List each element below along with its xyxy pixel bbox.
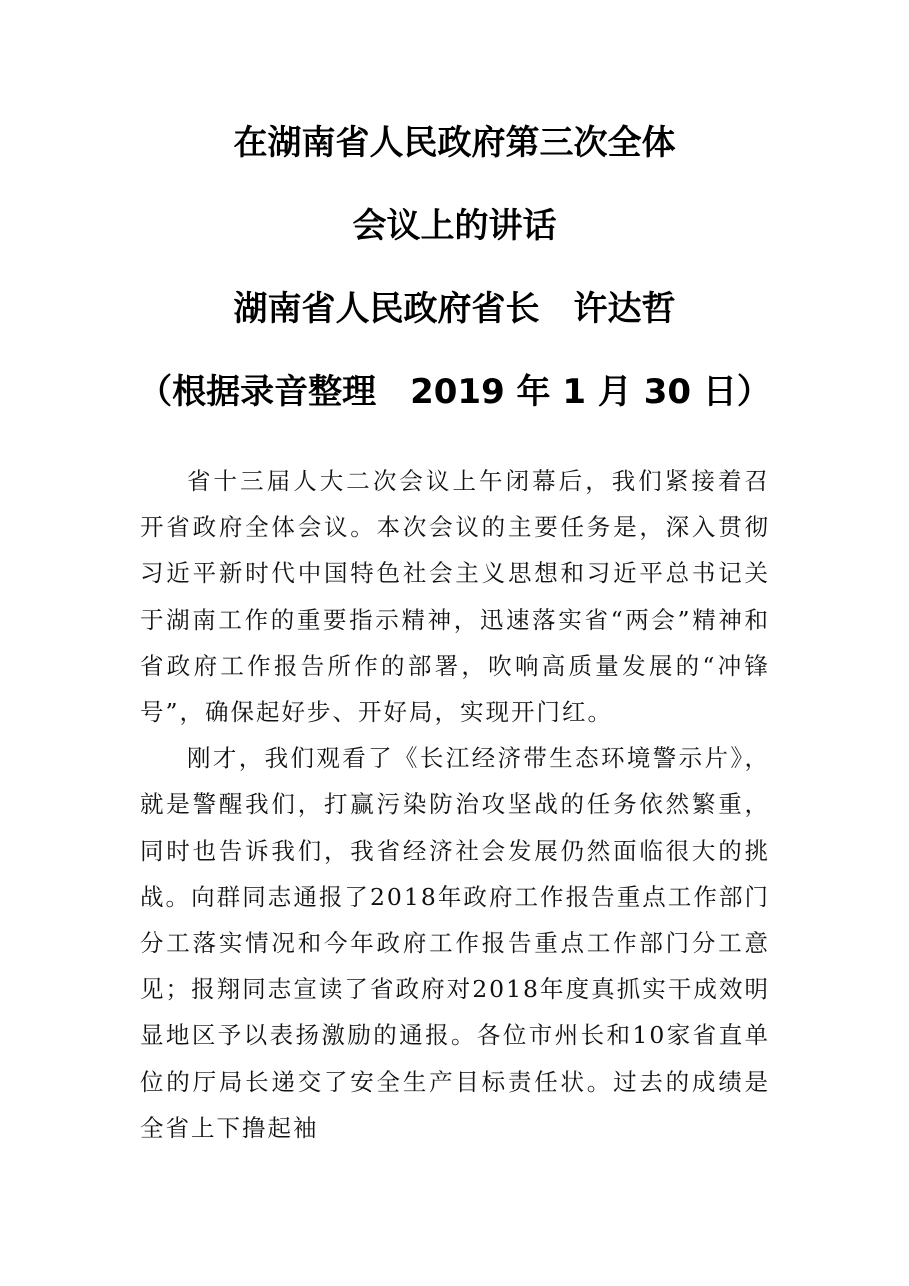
title-line-2: 会议上的讲话: [352, 206, 557, 246]
paragraph-2: 刚才，我们观看了《长江经济带生态环境警示片》，就是警醒我们，打赢污染防治攻坚战的任务依然繁重，同时也告诉我们，我省经济社会发展仍然面临很大的挑战。向群同志通报了2018年政府工作报告重点工作部门分工落实情况和今年政府工作报告重点工作部门分工意见；报翔同志宣读了省政府对2018年度真抓实干成效明显地区予以表扬激励的通报。各位市州长和10家省直单位的厅局长递交了安全生产目标责任状。过去的成绩是全省上下撸起袖: [140, 744, 770, 1142]
document-body: [140, 458, 770, 1151]
document-heading: [0, 118, 909, 450]
paragraph-1: 省十三届人大二次会议上午闭幕后，我们紧接着召开省政府全体会议。本次会议的主要任务是，深入贯彻习近平新时代中国特色社会主义思想和习近平总书记关于湖南工作的重要指示精神，迅速落实省“两会”精神和省政府工作报告所作的部署，吹响高质量发展的“冲锋号”，确保起好步、开好局，实现开门红。: [140, 467, 770, 727]
author-line: 湖南省人民政府省长 许达哲: [233, 289, 676, 329]
title-line-1: 在湖南省人民政府第三次全体: [233, 123, 676, 163]
date-line: （根据录音整理 2019 年 1 月 30 日）: [138, 372, 771, 412]
